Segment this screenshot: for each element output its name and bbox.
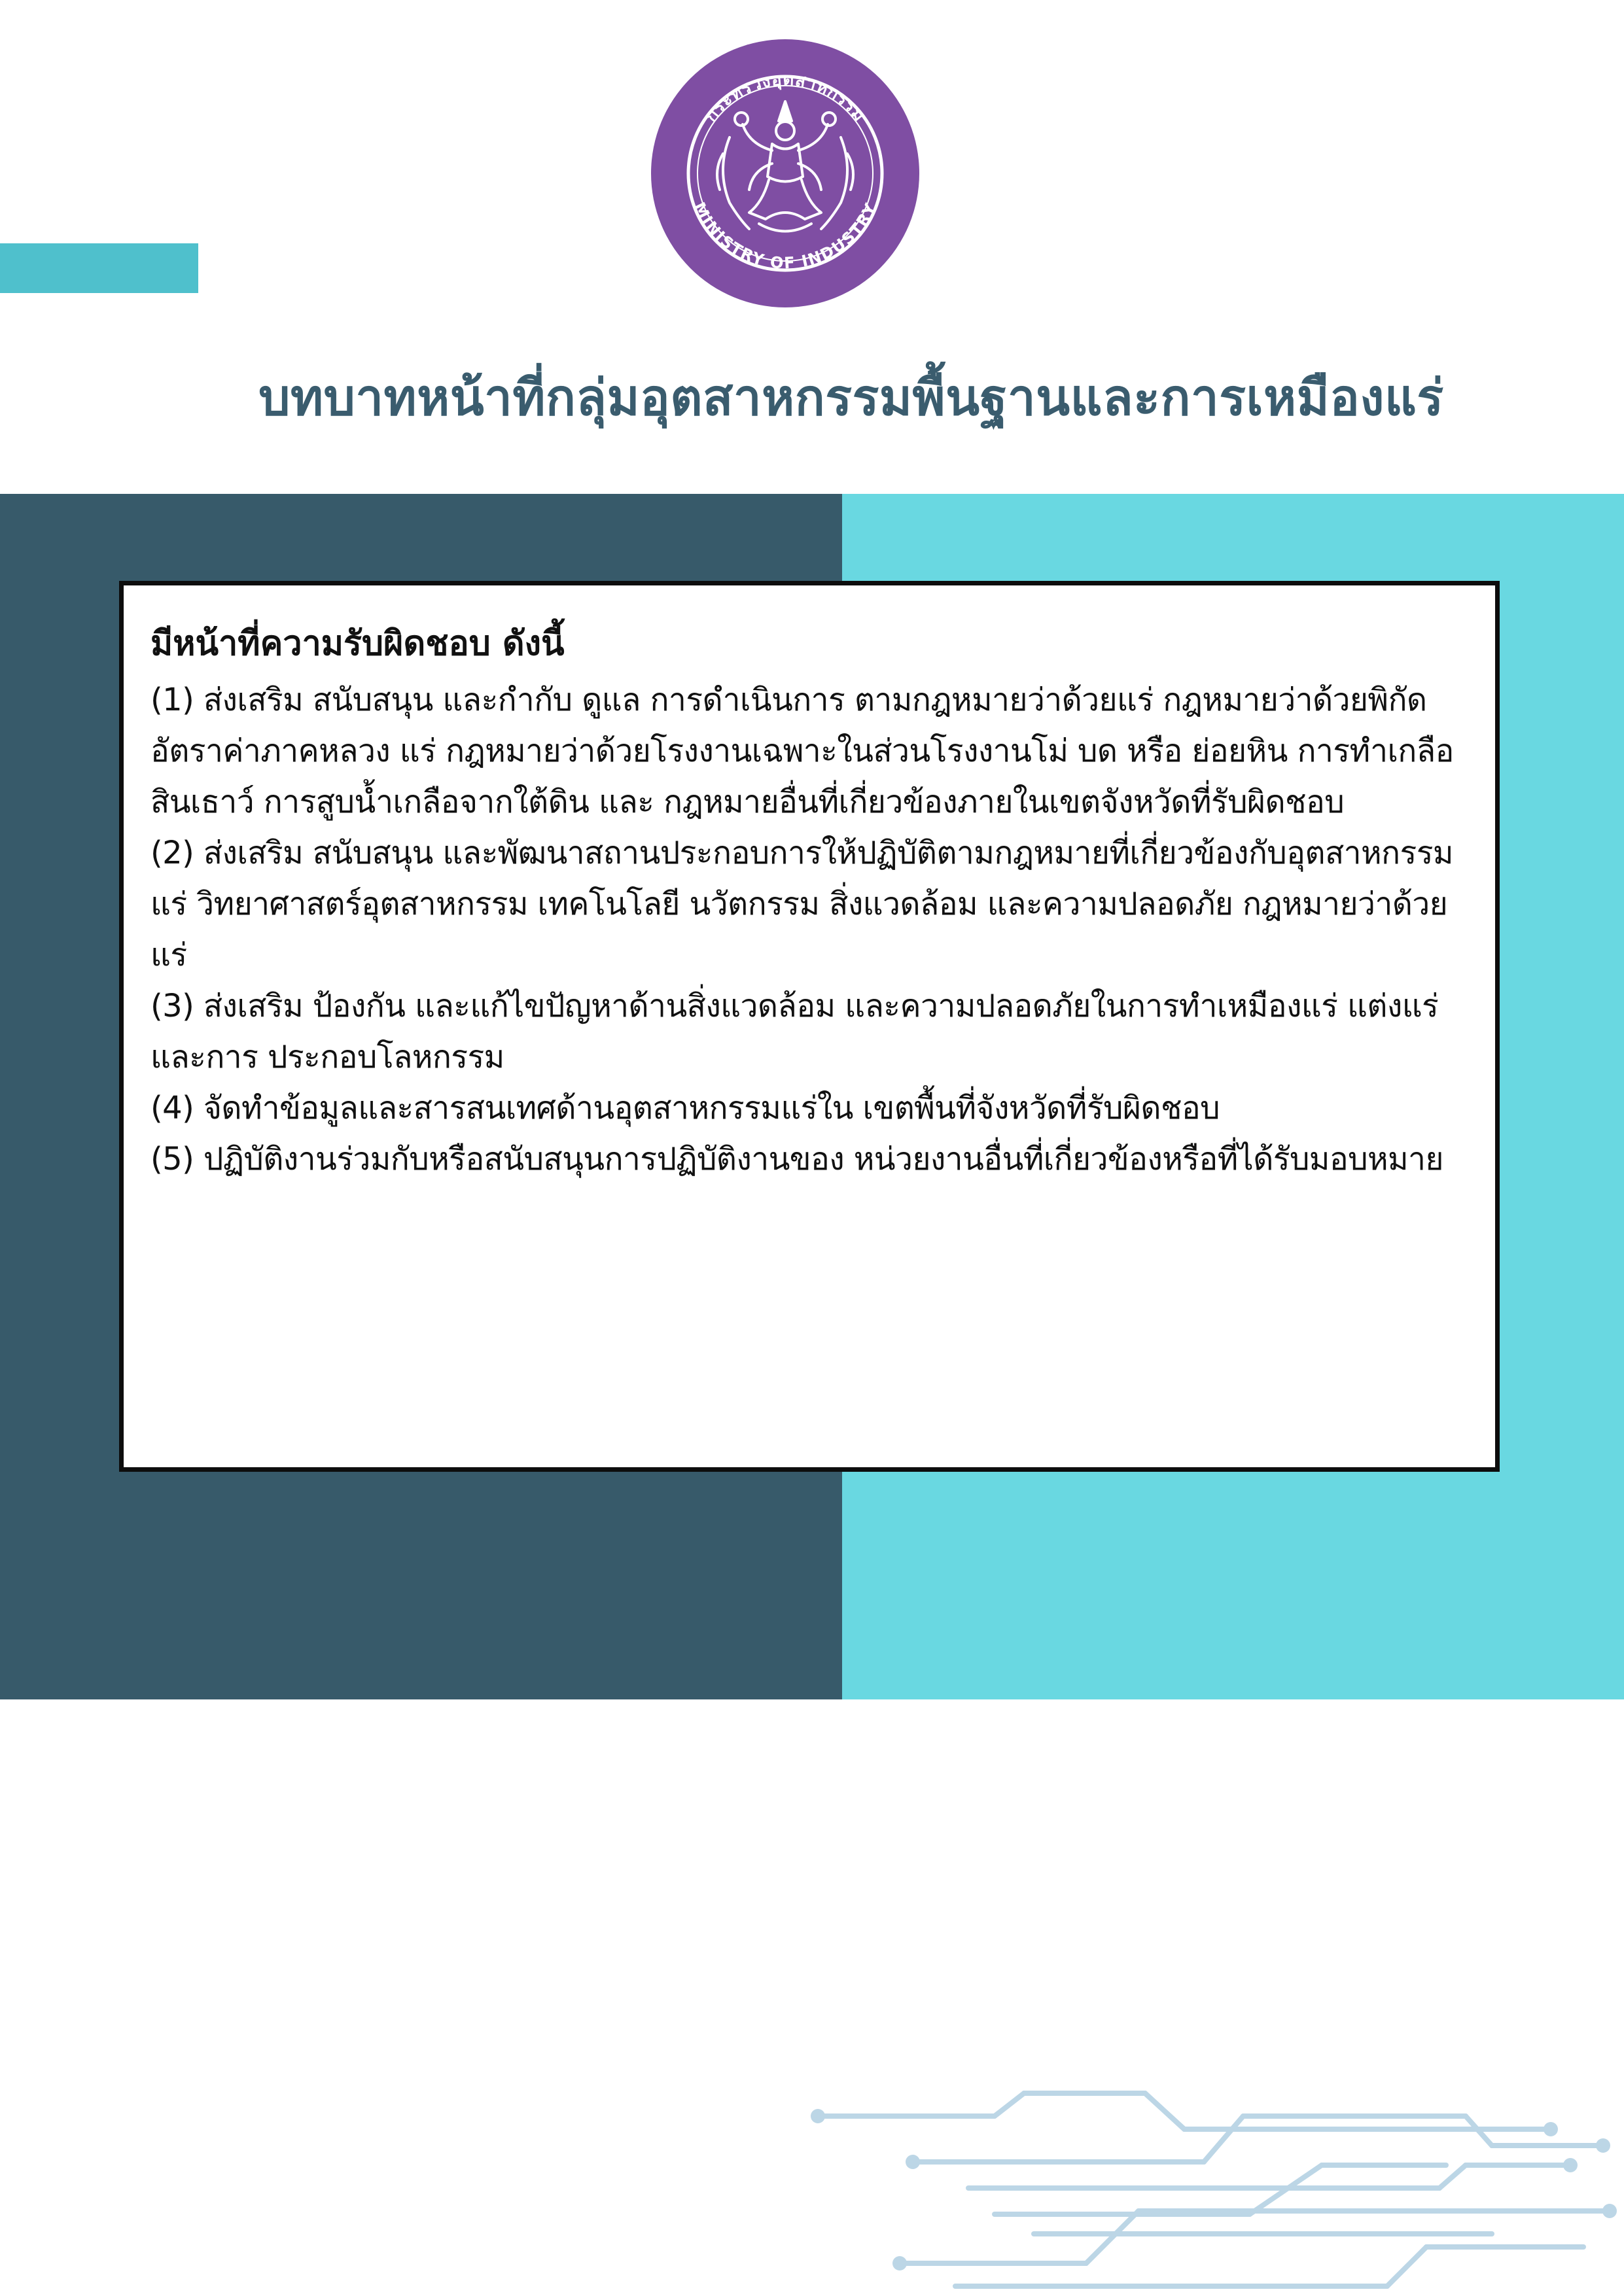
- list-item: (2) ส่งเสริม สนับสนุน และพัฒนาสถานประกอบการให้ปฏิบัติตามกฎหมายที่เกี่ยวข้องกับอุตสาหกรรมแร่ วิทยาศาสตร์อุตสาหกรรม เทคโนโลยี นวัตกรรม สิ่งแวดล้อม และความปลอดภัย กฎหมายว่าด้วยแร่: [150, 835, 1453, 973]
- seal-top-text: กระทรวงอุตสาหกรรม: [701, 69, 870, 126]
- list-item: (3) ส่งเสริม ป้องกัน และแก้ไขปัญหาด้านสิ่งแวดล้อม และความปลอดภัยในการทำเหมืองแร่ แต่งแร่ และการ ประกอบโลหกรรม: [150, 988, 1439, 1075]
- card-heading: มีหน้าที่ความรับผิดชอบ ดังนี้: [150, 624, 565, 663]
- responsibilities-card: [119, 581, 1500, 1472]
- page-title: บทบาทหน้าที่กลุ่มอุตสาหกรรมพื้นฐานและการเหมืองแร่: [258, 368, 1444, 426]
- ministry-of-industry-seal: [651, 39, 919, 307]
- accent-bar: [0, 243, 198, 293]
- seal-bottom-text: MINISTRY OF INDUSTRY: [690, 199, 881, 273]
- list-item: (4) จัดทำข้อมูลและสารสนเทศด้านอุตสาหกรรมแร่ใน เขตพื้นที่จังหวัดที่รับผิดชอบ: [150, 1090, 1220, 1126]
- circuit-lines-decoration: [798, 2074, 1624, 2296]
- list-item: (1) ส่งเสริม สนับสนุน และกำกับ ดูแล การดำเนินการ ตามกฎหมายว่าด้วยแร่ กฎหมายว่าด้วยพิกัดอัตราค่าภาคหลวง แร่ กฎหมายว่าด้วยโรงงานเฉพาะในส่วนโรงงานโม่ บด หรือ ย่อยหิน การทำเกลือสินเธาว์ การสูบน้ำเกลือจากใต้ดิน และ กฎหมายอื่นที่เกี่ยวข้องภายในเขตจังหวัดที่รับผิดชอบ: [150, 682, 1454, 820]
- list-item: (5) ปฏิบัติงานร่วมกับหรือสนับสนุนการปฏิบัติงานของ หน่วยงานอื่นที่เกี่ยวข้องหรือที่ได้รับมอบหมาย: [150, 1141, 1443, 1177]
